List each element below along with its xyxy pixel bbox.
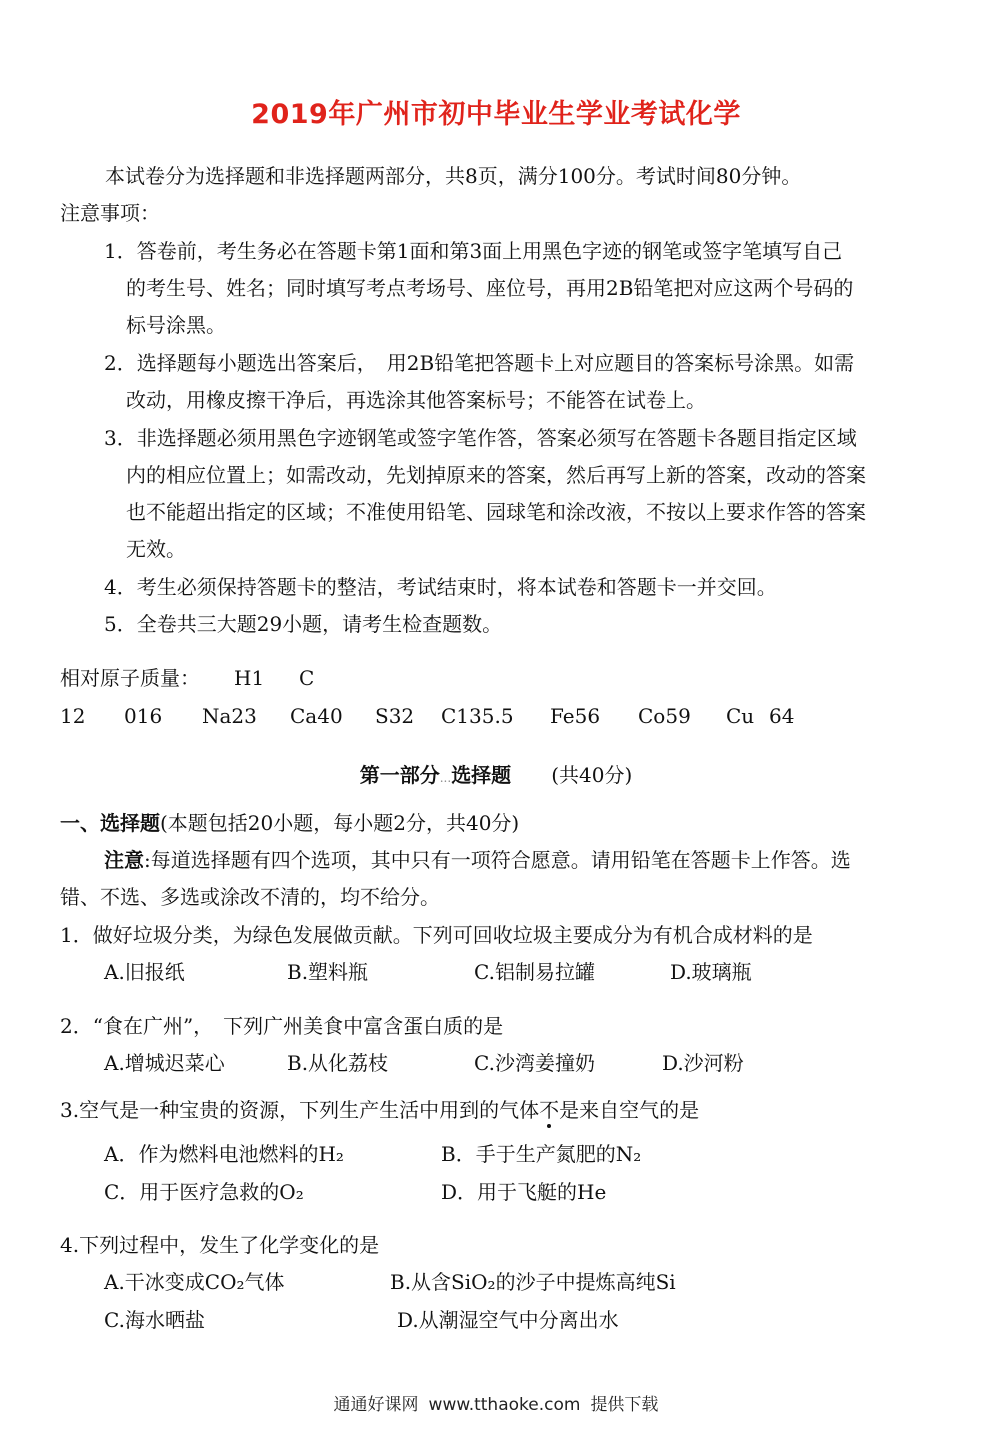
section-dots: ...: [439, 771, 452, 785]
footer-site-name: 通通好课网: [333, 1395, 419, 1415]
section-heading: [0, 759, 992, 788]
question-1-stem: 1．做好垃圾分类，为绿色发展做贡献。下列可回收垃圾主要成分为有机合成材料的是: [60, 923, 813, 947]
part1-heading: [60, 811, 519, 835]
atomic-mass-cl: C135.5: [441, 704, 514, 728]
atomic-mass-cu-value: 64: [769, 704, 795, 728]
question-2-option-d: D.沙河粉: [662, 1051, 744, 1075]
question-3-option-d: D．用于飞艇的He: [441, 1180, 607, 1204]
atomic-mass-c: C: [299, 666, 315, 690]
question-4-option-d: D.从潮湿空气中分离出水: [397, 1308, 619, 1332]
question-3-option-b: B．手于生产氮肥的N₂: [441, 1142, 642, 1166]
atomic-mass-ca: Ca40: [290, 704, 343, 728]
question-2-option-c: C.沙湾姜撞奶: [474, 1051, 595, 1075]
notice-1-line-2: 的考生号、姓名；同时填写考点考场号、座位号，再用2B铅笔把对应这两个号码的: [126, 276, 854, 300]
part1-note-text: :每道选择题有四个选项，其中只有一项符合愿意。请用铅笔在答题卡上作答。选: [144, 848, 851, 872]
question-3-stem-pre: 3.空气是一种宝贵的资源，下列生产生活中用到的气体: [60, 1098, 540, 1122]
section-score: (共40分): [551, 763, 633, 787]
notice-3-line-3: 也不能超出指定的区域；不准使用铅笔、园球笔和涂改液，不按以上要求作答的答案: [126, 500, 866, 524]
question-3-stem: [60, 1098, 699, 1122]
section-part: 第一部分: [359, 763, 440, 787]
question-4-option-b: B.从含SiO₂的沙子中提炼高纯Si: [390, 1270, 676, 1294]
notice-3-line-4: 无效。: [126, 537, 186, 561]
atomic-mass-fe: Fe56: [550, 704, 601, 728]
notice-2-line-1: 2．选择题每小题选出答案后， 用2B铅笔把答题卡上对应题目的答案标号涂黑。如需: [104, 351, 855, 375]
question-1-option-b: B.塑料瓶: [287, 960, 369, 984]
notice-4-line-1: 4．考生必须保持答题卡的整洁，考试结束时，将本试卷和答题卡一并交回。: [104, 575, 777, 599]
question-3-option-a: A．作为燃料电池燃料的H₂: [104, 1142, 344, 1166]
question-2-stem: 2．“食在广州”， 下列广州美食中富含蛋白质的是: [60, 1014, 504, 1038]
part1-note-line-2: 错、不选、多选或涂改不清的，均不给分。: [60, 885, 440, 909]
atomic-mass-co: Co59: [638, 704, 691, 728]
notice-2-line-2: 改动，用橡皮擦干净后，再选涂其他答案标号；不能答在试卷上。: [126, 388, 706, 412]
atomic-mass-na: Na23: [202, 704, 257, 728]
atomic-mass-o: 016: [124, 704, 163, 728]
question-2-option-b: B.从化荔枝: [287, 1051, 389, 1075]
question-3-stem-emphasis: 不: [539, 1098, 560, 1122]
page-title: 2019年广州市初中毕业生学业考试化学: [251, 99, 741, 130]
notice-1-line-3: 标号涂黑。: [126, 313, 226, 337]
part1-heading-rest: (本题包括20小题，每小题2分，共40分): [160, 811, 520, 835]
question-4-option-a: A.干冰变成CO₂气体: [104, 1270, 285, 1294]
part1-note-line-1: [104, 848, 851, 872]
notice-3-line-2: 内的相应位置上；如需改动，先划掉原来的答案，然后再写上新的答案，改动的答案: [126, 463, 866, 487]
footer-suffix: 提供下载: [590, 1395, 659, 1415]
question-4-stem: 4.下列过程中，发生了化学变化的是: [60, 1233, 380, 1257]
question-3-stem-post: 是来自空气的是: [559, 1098, 700, 1122]
footer-url[interactable]: www.tthaoke.com: [428, 1395, 581, 1415]
section-name: 选择题: [451, 763, 512, 787]
notice-1-line-1: 1．答卷前，考生务必在答题卡第1面和第3面上用黑色字迹的钢笔或签字笔填写自己: [104, 239, 843, 263]
atomic-mass-cu: Cu: [726, 704, 755, 728]
question-1-option-d: D.玻璃瓶: [670, 960, 752, 984]
atomic-mass-label: 相对原子质量：: [60, 666, 200, 690]
part1-heading-bold: 一、选择题: [60, 811, 160, 835]
part1-note-bold: 注意: [104, 848, 144, 872]
atomic-mass-c-value: 12: [60, 704, 86, 728]
notice-5-line-1: 5．全卷共三大题29小题，请考生检查题数。: [104, 612, 503, 636]
question-1-option-a: A.旧报纸: [104, 960, 185, 984]
notice-title: 注意事项：: [60, 201, 160, 225]
question-4-option-c: C.海水晒盐: [104, 1308, 205, 1332]
atomic-mass-h: H1: [234, 666, 265, 690]
atomic-mass-s: S32: [375, 704, 415, 728]
intro-text: 本试卷分为选择题和非选择题两部分，共8页，满分100分。考试时间80分钟。: [105, 164, 802, 188]
question-1-option-c: C.铝制易拉罐: [474, 960, 595, 984]
question-3-option-c: C．用于医疗急救的O₂: [104, 1180, 304, 1204]
notice-3-line-1: 3．非选择题必须用黑色字迹钢笔或签字笔作答，答案必须写在答题卡各题目指定区域: [104, 426, 857, 450]
page-footer: [0, 1390, 992, 1415]
question-2-option-a: A.增城迟菜心: [104, 1051, 225, 1075]
